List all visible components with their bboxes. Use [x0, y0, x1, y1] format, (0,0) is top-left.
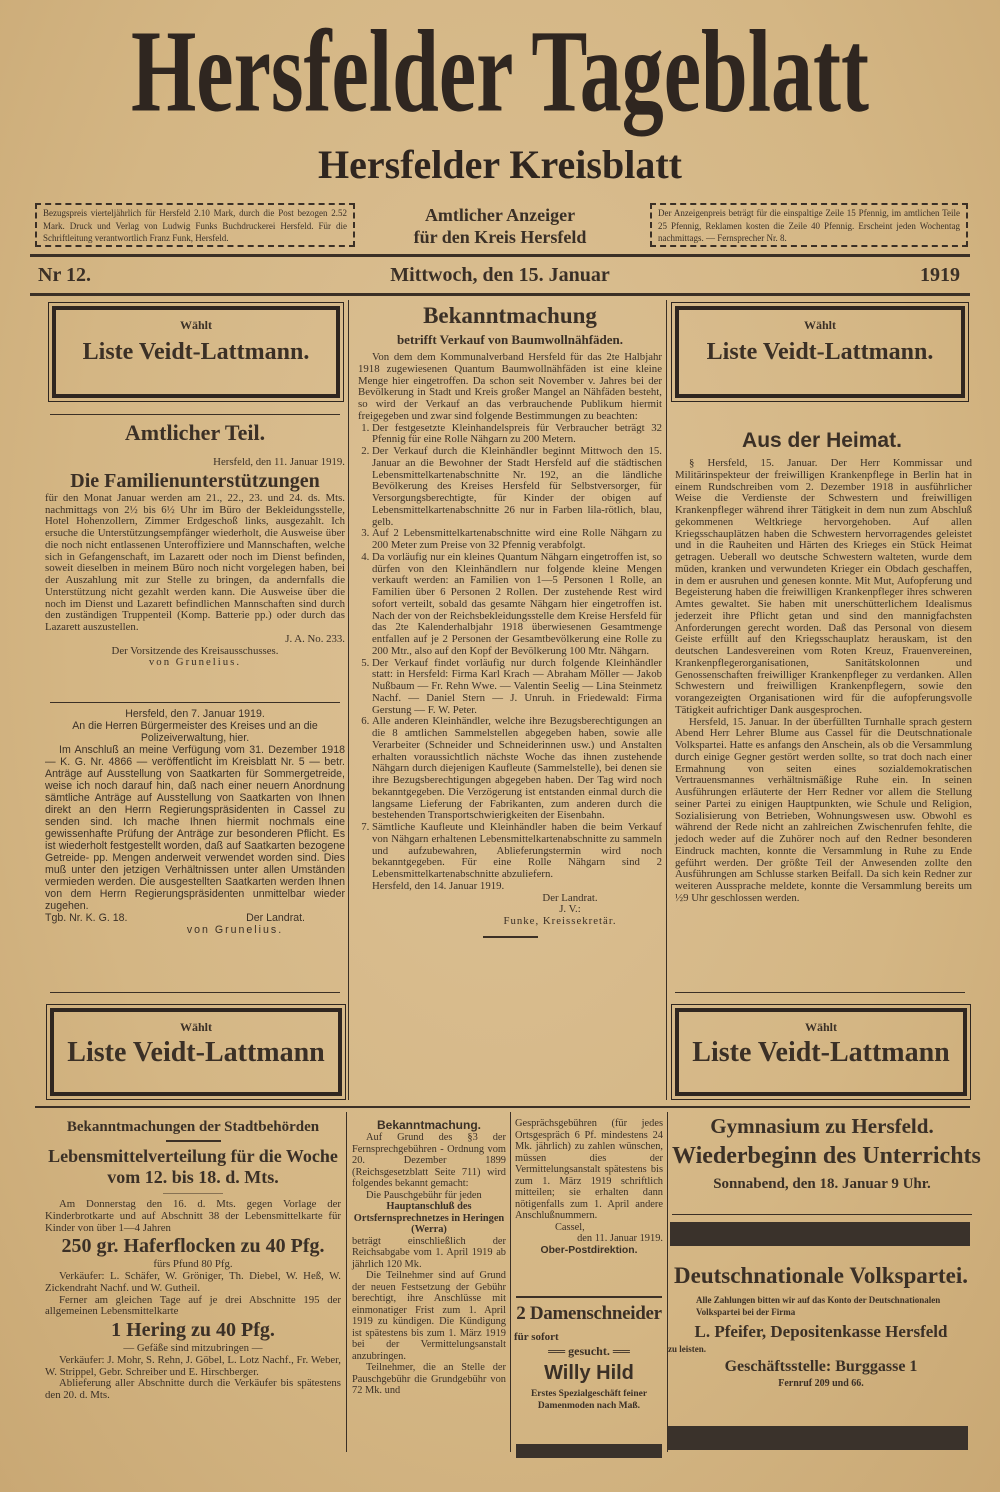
subscription-info-box: Bezugspreis vierteljährlich für Hersfeld 2.10 Mark, durch die Post bezogen 2.52 Mark. Druck und Verlag von Ludwig Funks Buchdruckerei Hersfeld. Für die Schriftleitung verantwortlich Franz Funk, Hersfeld. [35, 203, 355, 247]
notice-item: 2. Der Verkauf durch die Kleinhändler beginnt Mittwoch den 15. Januar an die Bewohner der Stadt Hersfeld auf die städtischen Lebensmittelkartenabschnitte Nr. 192, an die ländliche Bevölkerung des Kreises Hersfeld für Selbstversorger, für Versorgungsberechtigte, für Kinder der obigen auf Lebensmittelkartenabschnitte 26 nur in Farben lila-rötlich, blau, gelb. [372, 446, 662, 528]
notice-paragraph: Ablieferung aller Abschnitte durch die Verkäufer bis spätestens den 20. d. Mts. [45, 1377, 341, 1401]
election-ad-right [675, 306, 965, 398]
signature-name: Funke, Kreissekretär. [503, 915, 617, 927]
notice-price-note: fürs Pfund 80 Pfg. [153, 1258, 233, 1271]
notice-intro: Von dem dem Kommunalverband Hersfeld für das 2te Halbjahr 1918 zugewiesenen Quantum Baumwollnähfäden ist eine kleine Menge hier eingetroffen. Da schon seit November v. Jahres bei der Bevölkerung in Stadt und Kreis großer Mangel an Nähfäden besteht, so wird der Verkauf an das verbrauchende Publikum hiermit freigegeben und zwar sind folgende Bestimmungen zu beachten: [358, 351, 662, 422]
divider [50, 702, 340, 703]
notice-item: 6. Alle anderen Kleinhändler, welche ihre Bezugsberechtigungen an die 8 amtlichen Sammelstellen abgegeben haben, sowie alle Verarbeiter (Schneider und Schneiderinnen usw.) und Anstalten erhalten voraussichtlich nächste Woche das ihnen zustehende Nähgarn durch diejenigen Kaufleute (Sammelstelle), bei denen sie ihre Bezugsberechtigungen abgegeben haben. Der Tag wird noch bekanntgegeben. Die Verzögerung ist entstanden einmal durch die langsame Lieferung der Fabrikanten, zum anderen durch die bestehenden Transportschwierigkeiten der Eisenbahn. [372, 716, 662, 822]
notice-note: — Gefäße sind mitzubringen — [123, 1342, 263, 1354]
city-authority-notice [45, 1118, 341, 1402]
notice-paragraph: Ferner am gleichen Tage auf je drei Abschnitte 195 der allgemeinen Lebensmittelkarte [45, 1293, 341, 1318]
ad-wanted-text: gesucht. [568, 1344, 610, 1358]
signature-title: Der Landrat. [246, 912, 305, 924]
ad-vote-label: Wählt [804, 1020, 837, 1034]
election-ad-right-large [675, 1008, 967, 1096]
notice-paragraph: Verkäufer: J. Mohr, S. Rehn, J. Göbel, L. Lotz Nachf., Fr. Weber, W. Strippel, Gebr. Schreiber und E. Hirschberger. [45, 1353, 341, 1378]
notice-heading: Bekanntmachung. [376, 1118, 481, 1132]
ad-wanted: ══ gesucht. ══ [548, 1344, 630, 1358]
notice-date: den 11. Januar 1919. [577, 1233, 663, 1244]
notice-family-support [45, 457, 345, 669]
ad-date: Sonnabend, den 18. Januar 9 Uhr. [713, 1176, 931, 1192]
notice-heading: Bekanntmachungen der Stadtbehörden [66, 1119, 320, 1135]
notice-paragraph: Die Teilnehmer sind auf Grund der neuen Festsetzung der Gebühr berechtigt, ihre Anschlüsse mit einmonatiger Frist zum 1. April 1919 zu kündigen. Die Kündigung ist spätestens bis zum 1. März 1919 bei der Vermittelungsanstalt anzubringen. [352, 1270, 506, 1362]
notice-item: 7. Sämtliche Kaufleute und Kleinhändler haben die beim Verkauf von Nähgarn erhaltenen Lebensmittelkartenabschnitte zu sammeln und aufzubewahren, Ablieferungstermin wird noch bekanntgegeben. Für eine Rolle Nähgarn sind 2 Lebensmittelkartenabschnitte abzuliefern. [372, 822, 662, 881]
issue-number: Nr 12. [38, 264, 91, 286]
divider [50, 414, 340, 415]
divider [483, 936, 538, 938]
notice-headline: Die Familienunterstützungen [70, 469, 320, 492]
notice-bold-text: Hauptanschluß des Ortsfernsprechnetzes in Heringen (Werra) [353, 1201, 505, 1235]
reference-number: J. A. No. 233. [285, 632, 345, 645]
divider [50, 992, 340, 993]
ad-office: Geschäftsstelle: Burggasse 1 [724, 1358, 918, 1375]
notice-paragraph: Verkäufer: L. Schäfer, W. Gröniger, Th. Diebel, W. Heß, W. Zickendraht Nachf. und W. Gutheil. [45, 1270, 341, 1294]
divider [675, 992, 965, 993]
notice-paragraph: Auf Grund des §3 der Fernsprechgebühren - Ordnung vom 20. Dezember 1899 (Reichsgesetzblatt Seite 711) wird folgendes bekannt gemacht: [352, 1132, 506, 1189]
ad-vote-label: Wählt [179, 1020, 212, 1034]
column-divider [666, 300, 667, 1100]
dateline: Hersfeld, den 14. Januar 1919. [372, 879, 505, 892]
decorative-bar [516, 1444, 662, 1458]
ad-phone: Fernruf 209 und 66. [778, 1378, 864, 1389]
divider [30, 293, 970, 296]
notice-signature: Ober-Postdirektion. [540, 1244, 638, 1256]
election-ad-left [52, 306, 340, 398]
divider [35, 1106, 970, 1108]
section-heading-local-news: Aus der Heimat. [742, 429, 902, 452]
issue-year: 1919 [920, 264, 960, 286]
notice-headline-sewing-thread: Bekanntmachung [423, 303, 597, 328]
gymnasium-ad [672, 1114, 981, 1194]
decorative-bar [670, 1222, 970, 1246]
notice-item: 1. Der festgesetzte Kleinhandelspreis für Verbraucher beträgt 32 Pfennig für eine Rolle Nähgarn zu 200 Metern. [372, 423, 662, 447]
issue-date: Mittwoch, den 15. Januar [390, 264, 610, 286]
ad-text: für sofort [514, 1331, 559, 1343]
notice-seed-cards [45, 708, 345, 936]
signature-deputy: J. V.: [559, 903, 581, 916]
dateline: Hersfeld, den 7. Januar 1919. [125, 708, 265, 720]
advert-price-info-box: Der Anzeigenpreis beträgt für die einspaltige Zeile 15 Pfennig, im amtlichen Teile 25 Pfennig, Reklamen kosten die Zeile 40 Pfennig. Erscheint jeden Wochentag nachmittags. — Fernsprecher Nr. 8. [650, 203, 968, 247]
newspaper-subtitle: Hersfelder Kreisblatt [318, 142, 682, 187]
notice-item: 4. Da vorläufig nur ein kleines Quantum Nähgarn eingetroffen ist, so dürfen von den Kleinhändlern nur folgende kleine Mengen verkauft werden: an Familien von 1—5 Personen 1 Rolle, an Familien über 6 Personen 2 Rollen. Der zustehende Rest wird sofort verteilt, sobald das gesamte Nähgarn hier eingetroffen ist. Nach der von der Reichsbekleidungsstelle dem Kreise Hersfeld für das 2te Kalenderhalbjahr 1918 überwiesenen Gesamtmenge entfallen auf je 2 Personen der Gesamtbevölkerung eine Rolle zu 200 Mtr., also auf den Kopf der Bevölkerung 100 Mtr. Nähgarn. [372, 552, 662, 658]
notice-paragraph: beträgt einschließlich der Reichsabgabe vom 1. April 1919 ab jährlich 120 Mk. [352, 1235, 506, 1270]
ad-list-name: Liste Veidt-Lattmann. [706, 339, 934, 365]
ad-text: zu leisten. [668, 1344, 706, 1354]
signature-name: von Grunelius. [186, 924, 284, 936]
official-gazette-label [410, 204, 590, 248]
ad-bank: L. Pfeifer, Depositenkasse Hersfeld [694, 1322, 948, 1341]
notice-paragraph: Am Donnerstag den 16. d. Mts. gegen Vorlage der Kinderbrotkarte und auf Abschnitt 38 der Lebensmittelkarte für Kinder von über 1—4 Jahren [45, 1198, 341, 1234]
notice-place: Cassel, [555, 1221, 585, 1233]
ad-text: Alle Zahlungen bitten wir auf das Konto der Deutschnationalen Volkspartei bei der Firma [696, 1295, 941, 1317]
decorative-bar [668, 1426, 968, 1450]
ad-list-name: Liste Veidt-Lattmann [67, 1037, 325, 1068]
ad-title: 2 Damenschneider [516, 1303, 662, 1324]
tailor-ad [514, 1302, 664, 1412]
gazette-line-1: Amtlicher Anzeiger [424, 205, 576, 225]
notice-title: Lebensmittelverteilung für die Woche vom 12. bis 18. d. Mts. [48, 1146, 338, 1187]
ad-vote-label: Wählt [803, 318, 836, 332]
ad-title: Deutschnationale Volkspartei. [674, 1263, 968, 1288]
divider [163, 1193, 223, 1194]
gazette-line-2: für den Kreis Hersfeld [413, 227, 587, 247]
telephone-fee-notice-cont [515, 1118, 663, 1256]
divider [166, 1140, 221, 1142]
news-paragraph: § Hersfeld, 15. Januar. Der Herr Kommissar und Militärinspekteur der freiwilligen Krankenpflege in Berlin hat in einem Rundschreiben vom 2. Dezember 1918 in ausführlicher Weise die Verdienste der Schwestern und freiwilligen Krankenpfleger während ihrer Tätigkeit in dem nun zum Abschluß gekommenen Weltkriege hervorgehoben. Auf allen Kriegsschauplätzen haben die Schwestern hervorragendes geleistet und in die Rauheiten und Härten des Krieges ein Stück Heimat getragen. Ueberall wo deutsche Schwestern walteten, wurde dem müden, kranken und verwundeten Krieger ein Obdach geschaffen, in dem er ausruhen und genesen konnte. Mit Mut, Aufopferung und Begeisterung haben die freiwilligen Krankenpfleger ihres schweren Amtes gewaltet. Sie haben mit unerschütterlichem Idealismus jederzeit ihre Pflicht getan und sind den mannigfachsten Anforderungen gerecht worden. Daß das Personal von diesem Geiste erfüllt auf den Kriegsschauplatz herauskam, ist den deutschen Landesvereinen vom Roten Kreuz, Frauenvereinen, Krankenpflegerorganisationen, Sanitätskolonnen und Genossenschaften freiwilliger Krankenpfleger zu verdanken. Allen Schwestern und freiwilligen Krankenpflegern, sowie den vorangezeigten Organisationen wird für die aufopferungsvolle Tätigkeit aufrichtiger Dank ausgesprochen. [675, 457, 972, 716]
signature-title: Der Landrat. [542, 891, 598, 904]
divider [672, 1214, 972, 1215]
ad-tagline: Erstes Spezialgeschäft feiner Damenmoden nach Maß. [530, 1389, 648, 1411]
election-ad-left-large [50, 1008, 342, 1096]
column-divider [510, 1112, 511, 1452]
notice-paragraph: Die Pauschgebühr für jeden [366, 1189, 482, 1201]
notice-body: für den Monat Januar werden am 21., 22., 23. und 24. ds. Mts. nachmittags von 2½ bis 6½ Uhr im Büro der Bekleidungsstelle, Hotel Hohenzollern, Zimmer Erdgeschoß links, ausgezahlt. Ich ersuche die Unterstützungsempfänger wiederholt, die Ausweise über die noch nicht entlassenen Unteroffiziere und Mannschaften, welche sich in Gefangenschaft, im Lazarett oder noch im Dienst befinden, soweit dieselben in meinem Büro noch nicht vorgelegen haben, bei der Auszahlung mit zur Stelle zu bringen, da andernfalls die Unterstützung nicht gezahlt werden kann. Die Ausweise über die noch im Dienst und Lazarett befindlichen Mannschaften sind durch den zuständigen Truppenteil (Komp. Batterie pp.) oder durch das Lazarett auszustellen. [45, 491, 345, 633]
notice-sewing-thread-body [358, 352, 662, 938]
ad-subtitle: Wiederbeginn des Unterrichts [672, 1143, 981, 1169]
notice-paragraph: Teilnehmer, die an Stelle der Pauschgebühr die Grundgebühr von 72 Mk. und [352, 1362, 506, 1396]
dateline: Hersfeld, den 11. Januar 1919. [213, 456, 345, 468]
section-heading-official: Amtlicher Teil. [124, 420, 266, 445]
notice-highlight-oats: 250 gr. Haferflocken zu 40 Pfg. [61, 1235, 325, 1258]
signature-name: von Grunelius. [148, 656, 242, 669]
column-divider [346, 1112, 347, 1452]
reference-number: Tgb. Nr. K. G. 18. [45, 912, 128, 924]
notice-subheadline: betrifft Verkauf von Baumwollnähfäden. [396, 332, 624, 347]
divider [30, 254, 970, 257]
notice-item: 3. Auf 2 Lebensmittelkartenabschnitte wird eine Rolle Nähgarn zu 200 Meter zum Preise von 32 Pfennig verabfolgt. [372, 528, 662, 552]
ad-business-name: Willy Hild [544, 1362, 634, 1384]
ad-vote-label: Wählt [179, 318, 212, 332]
notice-body: Im Anschluß an meine Verfügung vom 31. Dezember 1918 — K. G. Nr. 4866 — veröffentlicht im Kreisblatt Nr. 5 — betr. Anträge auf Ausstellung von Saatkarten für Sommergetreide, weise ich noch darauf hin, daß nach einer neuern Anordnung sämtliche Anträge auf Ausstellung von Saatkarten von Ihnen direkt an den Herrn Regierungspräsidenten in Cassel zu senden sind. Ich mache Ihnen hiermit nochmals eine gewissenhafte Prüfung der Anträge zur besonderen Pflicht. Es ist wiederholt festgestellt worden, daß auf Saatkarten bezogene Getreide- pp. Mengen anderweit verwendet worden sind. Dies muß unter den jetzigen Verhältnissen unter allen Umständen vermieden werden. Die ausgestellten Saatkarten werden Ihnen von dem Herrn Regierungspräsidenten unmittelbar wieder zugehen. [45, 744, 345, 912]
newspaper-title: Hersfelder Tageblatt [130, 7, 870, 138]
notice-highlight-herring: 1 Hering zu 40 Pfg. [111, 1319, 275, 1341]
news-paragraph: Hersfeld, 15. Januar. In der überfüllten Turnhalle sprach gestern Abend Herr Lehrer Blume aus Cassel für die Deutschnationale Volkspartei. Hatte es anfangs den Anschein, als ob die Versammlung durch einige Gegner gestört werden sollte, so trat doch nach einer Ermahnung von seiten eines sozialdemokratischen Vertrauensmannes verhältnismäßige Ruhe ein. In seinen Ausführungen erläuterte der Herr Redner vor allem die Stellung seiner Partei zu einigen Hauptpunkten, wie Schule und Religion, Sozialisierung von Betrieben, Wohnungswesen usw. Obwohl es während der Rede nicht an zahlreichen Zwischenrufen fehlte, die jedoch weder auf die Zuhörer noch auf den Redner besonderen Eindruck machten, konnte die Versammlung in Ruhe zu Ende geführt werden. Der größte Teil der Anwesenden zollte den Ausführungen am Schlusse starken Beifall. Da sich kein Redner zur weiteren Aussprache meldete, konnte die Versammlung bereits um ½9 Uhr geschlossen werden. [675, 715, 972, 904]
local-news-body [675, 458, 972, 905]
column-divider [348, 300, 349, 1100]
notice-address: An die Herren Bürgermeister des Kreises und an die Polizeiverwaltung, hier. [72, 720, 318, 744]
telephone-fee-notice [352, 1118, 506, 1397]
signature-title: Der Vorsitzende des Kreisausschusses. [111, 644, 279, 657]
party-ad [668, 1262, 974, 1390]
divider [516, 1296, 662, 1298]
notice-paragraph: Gesprächsgebühren (für jedes Ortsgespräch 6 Pf. mindestens 24 Mk. jährlich) zu zahlen wünschen, müssen dies der Vermittelungsanstalt spätestens bis zum 1. März 1919 schriftlich mitteilen; sie erhalten dann nötigenfalls zum 1. April andere Anschlußnummern. [515, 1118, 663, 1221]
ad-list-name: Liste Veidt-Lattmann. [82, 339, 310, 365]
ad-list-name: Liste Veidt-Lattmann [692, 1037, 950, 1068]
notice-item: 5. Der Verkauf findet vorläufig nur durch folgende Kleinhändler statt: in Hersfeld: Firma Karl Krach — Abraham Möller — Jakob Nußbaum — Fr. Rehn Wwe. — Valentin Seelig — Lina Steinmetz Nachf. — Daniel Stern — J. Unruh. in Friedewald: Firma Gerstung — F. W. Peter. [372, 658, 662, 717]
ad-title: Gymnasium zu Hersfeld. [710, 1114, 934, 1138]
